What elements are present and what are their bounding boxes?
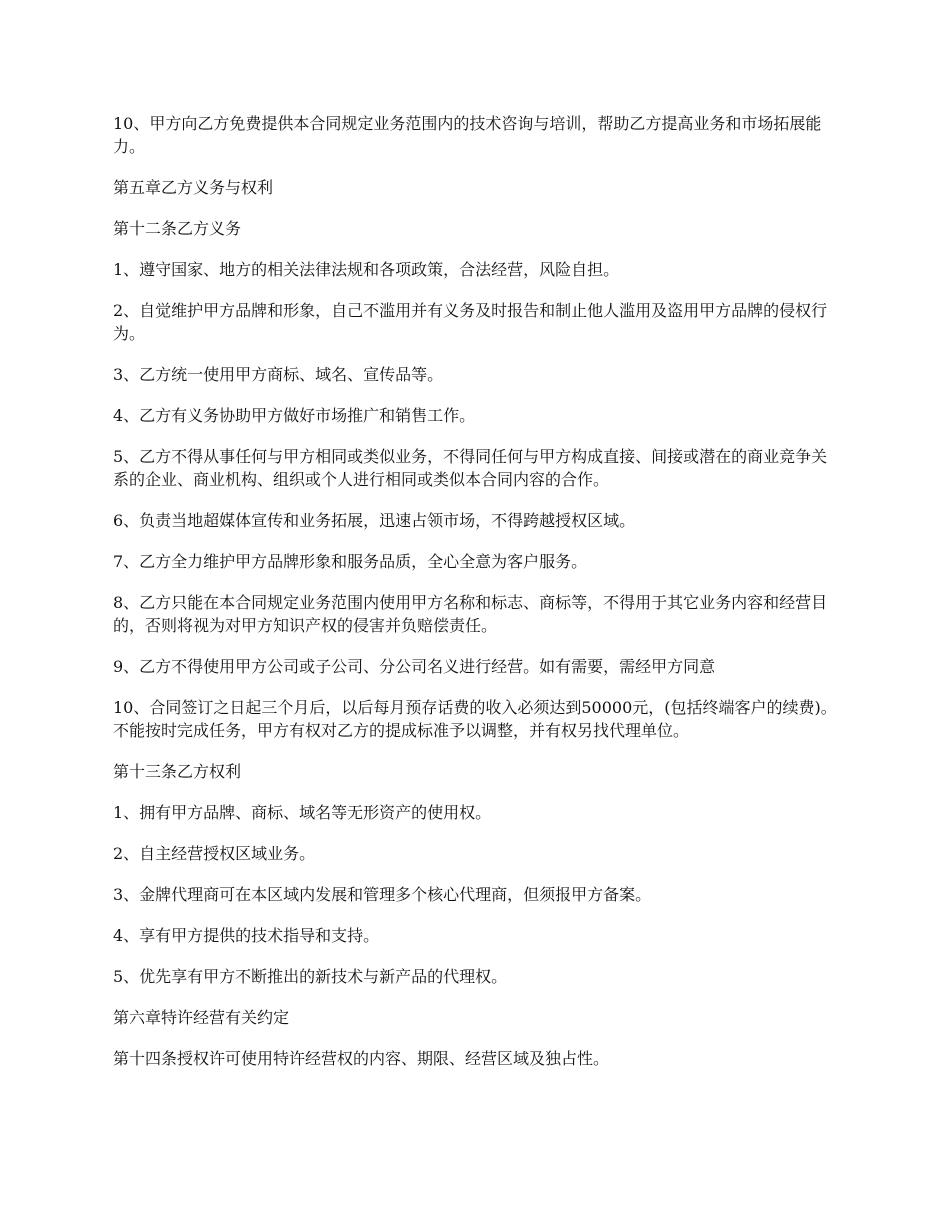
chapter-heading-5: 第五章乙方义务与权利 (113, 178, 274, 197)
article-heading-12: 第十二条乙方义务 (113, 219, 242, 238)
paragraph-obligation-4: 4、乙方有义务协助甲方做好市场推广和销售工作。 (113, 406, 476, 425)
paragraph-obligation-7: 7、乙方全力维护甲方品牌形象和服务品质，全心全意为客户服务。 (113, 552, 588, 571)
paragraph-obligation-3: 3、乙方统一使用甲方商标、域名、宣传品等。 (113, 365, 444, 384)
paragraph-obligation-8: 8、乙方只能在本合同规定业务范围内使用甲方名称和标志、商标等，不得用于其它业务内容和经营目的，否则将视为对甲方知识产权的侵害并负赔偿责任。 (113, 593, 828, 635)
document-page (113, 112, 838, 1088)
paragraph-obligation-1: 1、遵守国家、地方的相关法律法规和各项政策，合法经营，风险自担。 (113, 260, 620, 279)
paragraph-clause-10-training: 10、甲方向乙方免费提供本合同规定业务范围内的技术咨询与培训，帮助乙方提高业务和市场拓展能力。 (113, 114, 822, 156)
paragraph-right-1: 1、拥有甲方品牌、商标、域名等无形资产的使用权。 (113, 803, 492, 822)
paragraph-right-5: 5、优先享有甲方不断推出的新技术与新产品的代理权。 (113, 967, 508, 986)
paragraph-right-2: 2、自主经营授权区域业务。 (113, 844, 316, 863)
paragraph-obligation-10: 10、合同签订之日起三个月后，以后每月预存话费的收入必须达到50000元，(包括终端客户的续费)。不能按时完成任务，甲方有权对乙方的提成标准予以调整，并有权另找代理单位。 (113, 698, 837, 740)
article-heading-14: 第十四条授权许可使用特许经营权的内容、期限、经营区域及独占性。 (113, 1049, 610, 1068)
paragraph-obligation-6: 6、负责当地超媒体宣传和业务拓展，迅速占领市场，不得跨越授权区域。 (113, 511, 636, 530)
paragraph-obligation-5: 5、乙方不得从事任何与甲方相同或类似业务，不得同任何与甲方构成直接、间接或潜在的商业竞争关系的企业、商业机构、组织或个人进行相同或类似本合同内容的合作。 (113, 447, 828, 489)
paragraph-obligation-2: 2、自觉维护甲方品牌和形象，自己不滥用并有义务及时报告和制止他人滥用及盗用甲方品牌的侵权行为。 (113, 301, 828, 343)
chapter-heading-6: 第六章特许经营有关约定 (113, 1008, 290, 1027)
paragraph-obligation-9: 9、乙方不得使用甲方公司或子公司、分公司名义进行经营。如有需要，需经甲方同意 (113, 657, 716, 676)
article-heading-13: 第十三条乙方权利 (113, 762, 242, 781)
paragraph-right-4: 4、享有甲方提供的技术指导和支持。 (113, 926, 380, 945)
paragraph-right-3: 3、金牌代理商可在本区域内发展和管理多个核心代理商，但须报甲方备案。 (113, 885, 652, 904)
